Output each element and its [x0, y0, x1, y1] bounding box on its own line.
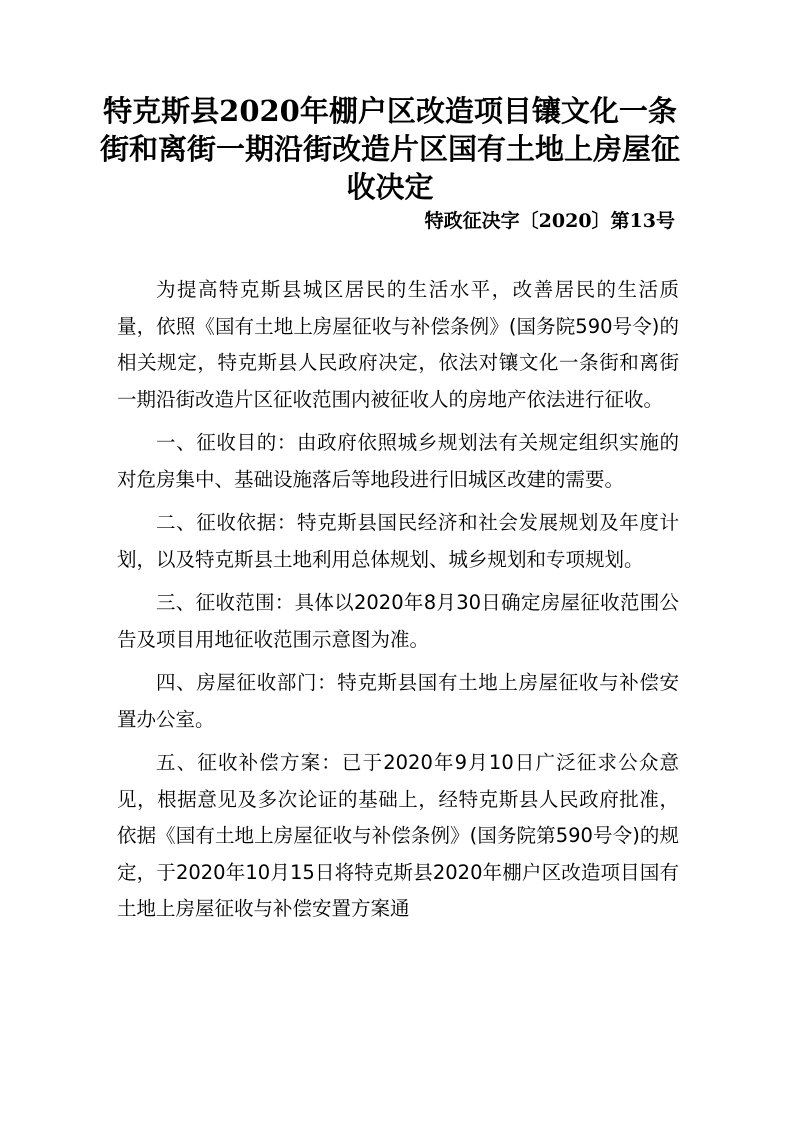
document-body: [117, 272, 679, 935]
paragraph-intro: 为提高特克斯县城区居民的生活水平，改善居民的生活质量，依照《国有土地上房屋征收与补偿条例》(国务院590号令)的相关规定，特克斯县人民政府决定，依法对镶文化一条街和离街一期沿街改造片区征收范围内被征收人的房地产依法进行征收。: [117, 278, 679, 411]
document-title: 特克斯县2020年棚户区改造项目镶文化一条街和离街一期沿街改造片区国有土地上房屋征收决定: [100, 94, 681, 204]
document-number: 特政征决字〔2020〕第13号: [424, 210, 675, 232]
paragraph-department: 四、房屋征收部门：特克斯县国有土地上房屋征收与补偿安置办公室。: [117, 671, 679, 731]
paragraph-basis: 二、征收依据：特克斯县国民经济和社会发展规划及年度计划，以及特克斯县土地利用总体规划、城乡规划和专项规划。: [117, 511, 679, 571]
paragraph-compensation: 五、征收补偿方案：已于2020年9月10日广泛征求公众意见，根据意见及多次论证的基础上，经特克斯县人民政府批准，依据《国有土地上房屋征收与补偿条例》(国务院第590号令)的规定，于2020年10月15日将特克斯县2020年棚户区改造项目国有土地上房屋征收与补偿安置方案通: [117, 751, 679, 920]
paragraph-scope: 三、征收范围：具体以2020年8月30日确定房屋征收范围公告及项目用地征收范围示意图为准。: [117, 591, 679, 651]
paragraph-purpose: 一、征收目的：由政府依照城乡规划法有关规定组织实施的对危房集中、基础设施落后等地段进行旧城区改建的需要。: [117, 431, 679, 491]
